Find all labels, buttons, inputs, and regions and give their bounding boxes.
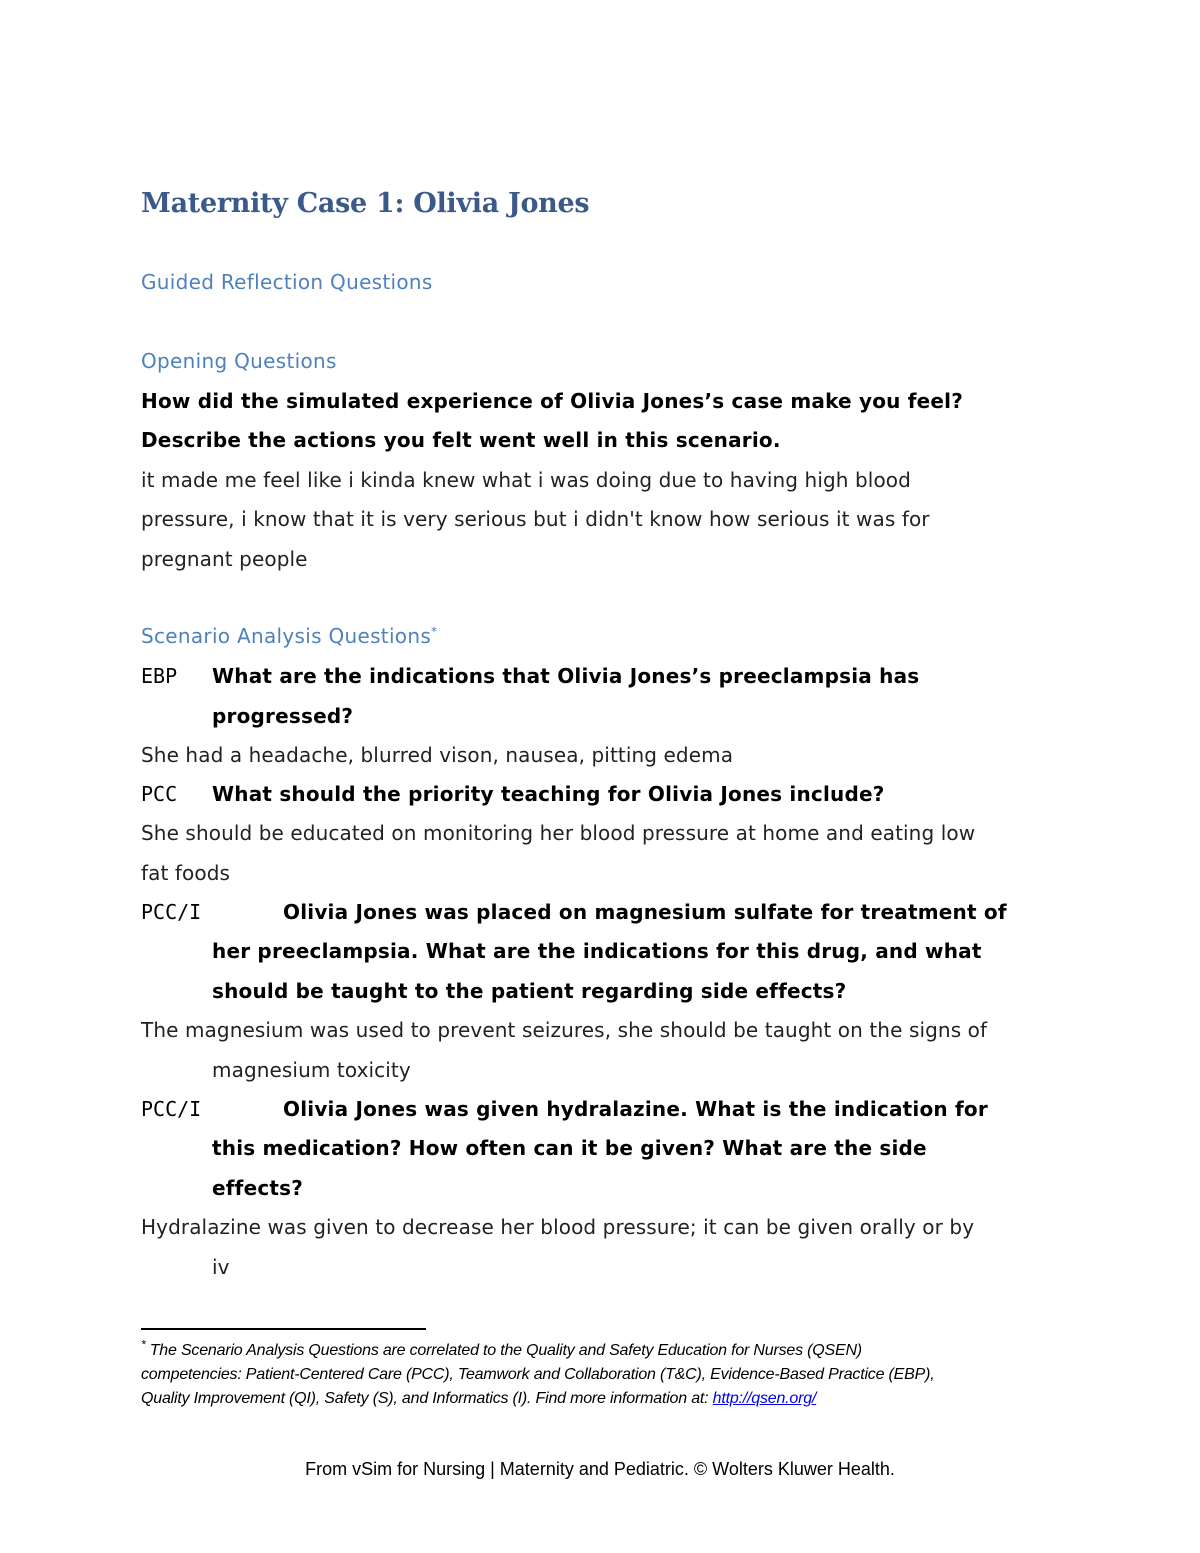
- opening-questions-heading: Opening Questions: [141, 349, 337, 373]
- scenario-analysis-heading: [141, 624, 437, 648]
- scenario-answer-line: fat foods: [141, 861, 231, 885]
- footnote-line: [141, 1337, 862, 1360]
- footnote-separator: [141, 1328, 426, 1330]
- scenario-answer-line: She should be educated on monitoring her blood pressure at home and eating low: [141, 821, 976, 845]
- section-subtitle: Guided Reflection Questions: [141, 270, 433, 294]
- footnote-line: [141, 1390, 816, 1408]
- competency-tag: PCC/I: [141, 1097, 202, 1121]
- footnote-line: competencies: Patient-Centered Care (PCC), Teamwork and Collaboration (T&C), Evidence-Based Practice (EBP),: [141, 1366, 935, 1383]
- scenario-question-line: progressed?: [212, 704, 354, 728]
- qsen-link[interactable]: http://qsen.org/: [712, 1390, 817, 1407]
- scenario-question-line: Olivia Jones was given hydralazine. What is the indication for: [283, 1097, 988, 1121]
- footnote-text: The Scenario Analysis Questions are correlated to the Quality and Safety Education for Nurses (QSEN): [149, 1342, 862, 1359]
- footnote-text: Quality Improvement (QI), Safety (S), and Informatics (I). Find more information at:: [141, 1390, 713, 1407]
- opening-answer-line: pressure, i know that it is very serious but i didn't know how serious it was for: [141, 507, 930, 531]
- scenario-answer-line: magnesium toxicity: [212, 1058, 411, 1082]
- document-title: Maternity Case 1: Olivia Jones: [141, 188, 590, 219]
- footnote-marker: *: [431, 624, 438, 639]
- scenario-heading-text: Scenario Analysis Questions: [141, 624, 432, 648]
- competency-tag: EBP: [141, 664, 178, 688]
- opening-question-line: How did the simulated experience of Olivia Jones’s case make you feel?: [141, 389, 964, 413]
- scenario-question-line: this medication? How often can it be given? What are the side: [212, 1136, 927, 1160]
- footnote-marker: *: [141, 1337, 146, 1352]
- scenario-question-line: should be taught to the patient regarding side effects?: [212, 979, 847, 1003]
- opening-answer-line: pregnant people: [141, 547, 308, 571]
- scenario-question-line: Olivia Jones was placed on magnesium sulfate for treatment of: [283, 900, 1007, 924]
- scenario-answer-line: iv: [212, 1255, 230, 1279]
- scenario-question-line: her preeclampsia. What are the indications for this drug, and what: [212, 939, 982, 963]
- competency-tag: PCC/I: [141, 900, 202, 924]
- scenario-question-line: What should the priority teaching for Olivia Jones include?: [212, 782, 885, 806]
- competency-tag: PCC: [141, 782, 178, 806]
- scenario-answer-line: She had a headache, blurred vison, nausea, pitting edema: [141, 743, 734, 767]
- page-footer: From vSim for Nursing | Maternity and Pediatric. © Wolters Kluwer Health.: [305, 1459, 895, 1479]
- opening-answer-line: it made me feel like i kinda knew what i was doing due to having high blood: [141, 468, 911, 492]
- scenario-question-line: What are the indications that Olivia Jones’s preeclampsia has: [212, 664, 920, 688]
- scenario-answer-line: The magnesium was used to prevent seizures, she should be taught on the signs of: [141, 1018, 988, 1042]
- scenario-question-line: effects?: [212, 1176, 304, 1200]
- scenario-answer-line: Hydralazine was given to decrease her blood pressure; it can be given orally or by: [141, 1215, 975, 1239]
- opening-question-line: Describe the actions you felt went well in this scenario.: [141, 428, 781, 452]
